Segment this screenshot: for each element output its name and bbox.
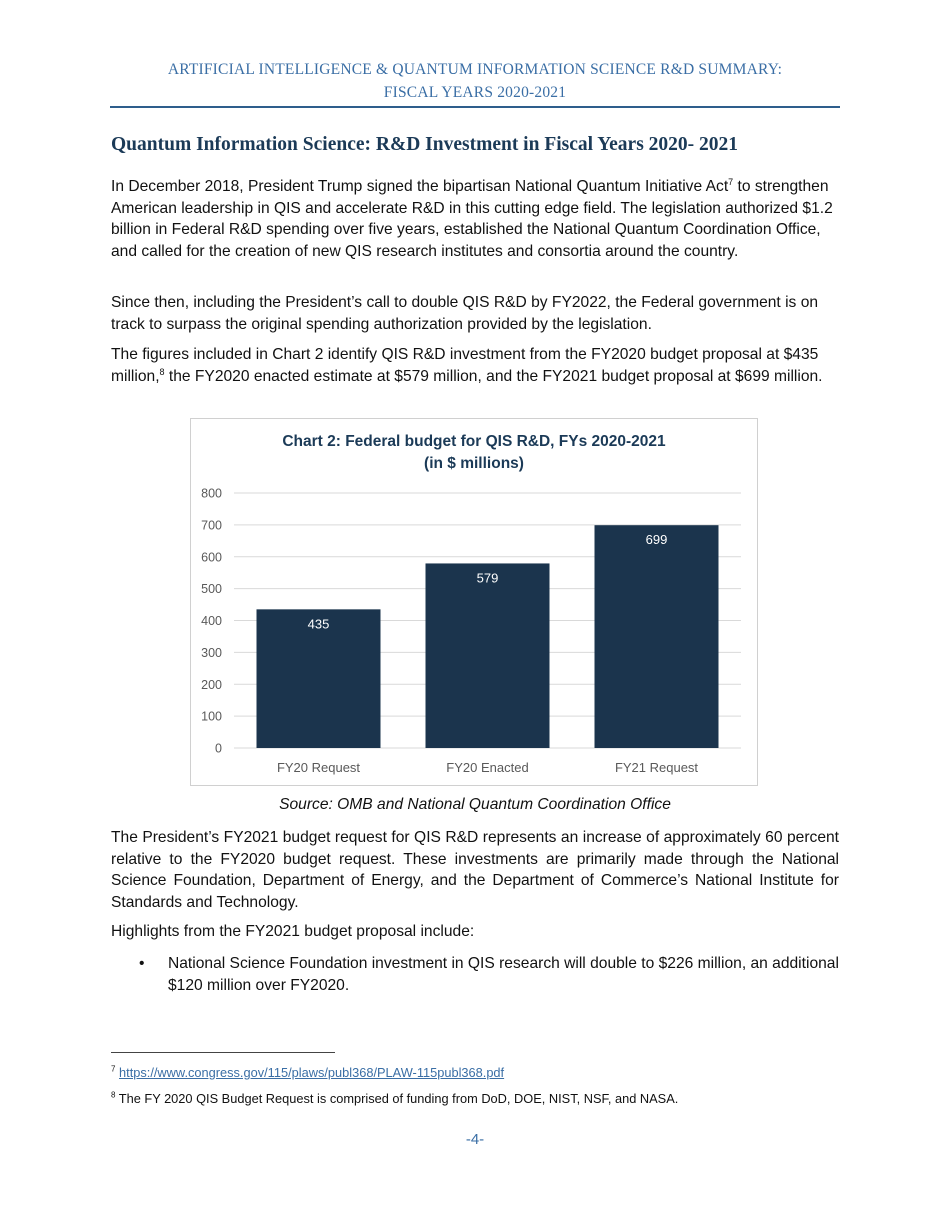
y-tick-label: 200 [201,677,222,692]
page-number: -4- [465,1131,485,1148]
footnote-ref-8[interactable]: 8 [159,366,165,377]
header-line-1: ARTIFICIAL INTELLIGENCE & QUANTUM INFORMATION SCIENCE R&D SUMMARY: [167,61,783,78]
chart-title-line-1: Chart 2: Federal budget for QIS R&D, FYs 2020-2021 [282,433,666,450]
paragraph-1 [111,176,839,262]
x-category-label: FY20 Enacted [446,760,529,775]
bar [595,525,719,748]
bullet-icon: • [139,955,145,972]
paragraph-2: Since then, including the President’s call to double QIS R&D by FY2022, the Federal government is on track to surpass the original spending authorization provided by the legislation. [111,294,819,333]
y-tick-label: 100 [201,709,222,724]
footnote-8-number: 8 [111,1090,116,1100]
paragraph-5: Highlights from the FY2021 budget proposal include: [111,923,475,940]
y-tick-label: 400 [201,614,222,628]
chart-source-note: Source: OMB and National Quantum Coordination Office [279,796,671,813]
y-tick-label: 500 [201,582,222,597]
footnote-8-text: The FY 2020 QIS Budget Request is comprised of funding from DoD, DOE, NIST, NSF, and NASA. [118,1091,679,1106]
section-title: Quantum Information Science: R&D Investment in Fiscal Years 2020- 2021 [111,134,739,155]
bar-data-label: 699 [645,532,668,548]
paragraph-3 [111,344,839,387]
paragraph-3-part-b: the FY2020 enacted estimate at $579 million, and the FY2021 budget proposal at $699 million. [164,367,823,385]
footnote-7 [111,1064,851,1082]
header-line-2: FISCAL YEARS 2020-2021 [383,84,567,101]
list-item [111,953,839,996]
footnote-8 [111,1090,851,1108]
paragraph-1-part-a: In December 2018, President Trump signed the bipartisan National Quantum Initiative Act [111,178,729,195]
y-tick-label: 800 [201,486,222,501]
footnote-divider [111,1052,335,1053]
paragraph-4: The President’s FY2021 budget request for QIS R&D represents an increase of approximately 60 percent relative to the FY2020 budget request. These investments are primarily made through the National Science Foundation, Department of Energy, and the Department of Commerce’s National Institute for Standards and Technology. [111,829,839,911]
running-header [110,58,840,104]
footnote-ref-7[interactable]: 7 [728,176,734,187]
footnote-7-number: 7 [111,1064,116,1074]
y-tick-label: 600 [201,550,222,565]
x-category-label: FY21 Request [614,760,699,775]
highlights-list [111,953,839,996]
bar [426,563,550,748]
paragraph-3-part-a: The figures included in Chart 2 identify QIS R&D investment from the FY2020 budget proposal at $435 million, [111,346,819,385]
y-tick-label: 700 [201,518,222,533]
list-item-text: National Science Foundation investment in QIS research will double to $226 million, an additional $120 million over FY2020. [168,955,839,994]
chart-title-line-2: (in $ millions) [424,455,524,472]
bar-chart [191,419,757,785]
footnote-7-link[interactable]: https://www.congress.gov/115/plaws/publ368/PLAW-115publ368.pdf [119,1065,505,1080]
x-category-label: FY20 Request [276,760,361,775]
bar-data-label: 579 [476,570,499,586]
header-divider [110,106,840,108]
paragraph-1-part-b: to strengthen American leadership in QIS and accelerate R&D in this cutting edge field. The legislation authorized $1.2 billion in Federal R&D spending over five years, established the National Quantum Coordination Office, and called for the creation of new QIS research institutes and consortia around the country. [111,178,833,260]
y-tick-label: 300 [201,645,222,660]
chart-2-container [190,418,758,786]
y-tick-label: 0 [215,741,222,756]
bar-data-label: 435 [307,616,330,632]
